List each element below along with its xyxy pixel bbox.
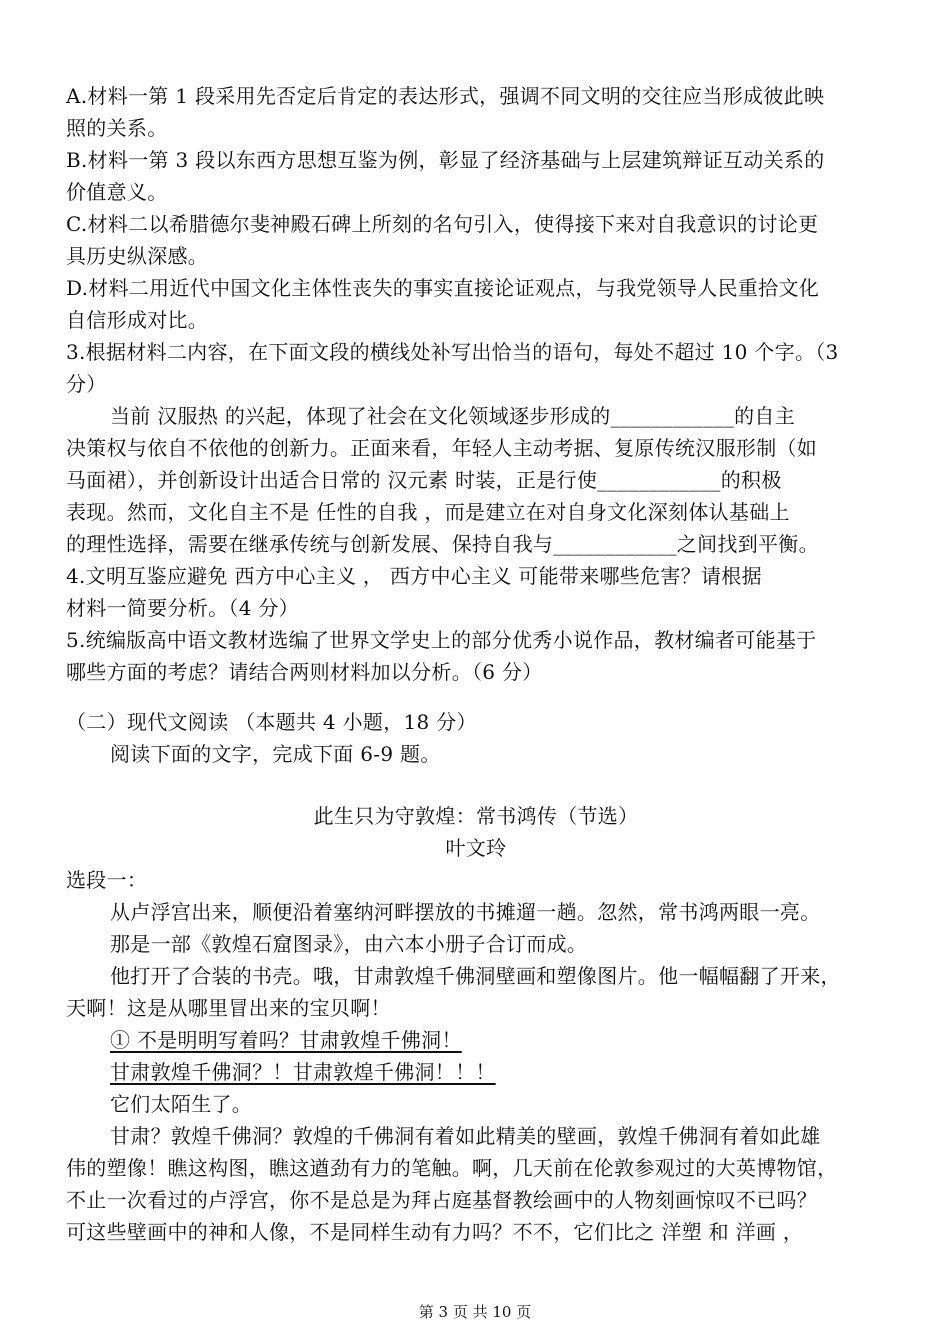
article-paragraph-1: 从卢浮宫出来，顺便沿着塞纳河畔摆放的书摊遛一趟。忽然，常书鸿两眼一亮。: [110, 900, 821, 924]
underlined-text-1: ① 不是明明写着吗？甘肃敦煌千佛洞！: [110, 1028, 462, 1052]
section-2-heading: （二）现代文阅读 （本题共 4 小题，18 分）: [66, 710, 477, 734]
question-3-line-1: 3.根据材料二内容，在下面文段的横线处补写出恰当的语句，每处不超过 10 个字。（3: [66, 340, 839, 364]
article-paragraph-5-line-3: 不止一次看过的卢浮宫，你不是总是为拜占庭基督教绘画中的人物刻画惊叹不已吗？: [66, 1188, 818, 1212]
option-b-line-2: 价值意义。: [66, 180, 168, 204]
option-c-line-2: 具历史纵深感。: [66, 244, 209, 268]
q3-passage-line-5: 的理性选择，需要在继承传统与创新发展、保持自我与____________之间找到平衡。: [66, 532, 819, 556]
q3-passage-line-4: 表现。然而，文化自主不是 任性的自我 ，而是建立在对自身文化深刻体认基础上: [66, 500, 790, 524]
article-paragraph-5-line-1: 甘肃？敦煌千佛洞？敦煌的千佛洞有着如此精美的壁画，敦煌千佛洞有着如此雄: [110, 1124, 821, 1148]
q3-passage-line-1: 当前 汉服热 的兴起，体现了社会在文化领域逐步形成的____________的自主: [110, 404, 796, 428]
question-5-line-1: 5.统编版高中语文教材选编了世界文学史上的部分优秀小说作品，教材编者可能基于: [66, 628, 817, 652]
page-footer: 第 3 页 共 10 页: [418, 1303, 532, 1321]
article-paragraph-4: 它们太陌生了。: [110, 1092, 253, 1116]
article-paragraph-3-line-1: 他打开了合装的书壳。哦，甘肃敦煌千佛洞壁画和塑像图片。他一幅幅翻了开来，: [110, 964, 841, 988]
question-4-line-2: 材料一简要分析。（4 分）: [66, 596, 299, 620]
excerpt-label: 选段一：: [66, 868, 148, 892]
option-d-line-2: 自信形成对比。: [66, 308, 209, 332]
section-2-instruction: 阅读下面的文字，完成下面 6-9 题。: [110, 742, 441, 766]
article-paragraph-5-line-4: 可这些壁画中的神和人像，不是同样生动有力吗？不不，它们比之 洋塑 和 洋画 ，: [66, 1220, 804, 1244]
option-c-line-1: C.材料二以希腊德尔斐神殿石碑上所刻的名句引入，使得接下来对自我意识的讨论更: [66, 212, 819, 236]
question-3-line-2: 分）: [66, 372, 107, 396]
article-title: 此生只为守敦煌：常书鸿传（节选）: [313, 804, 639, 828]
q3-passage-line-3: 马面裙），并创新设计出适合日常的 汉元素 时装，正是行使____________的积极: [66, 468, 782, 492]
article-paragraph-5-line-2: 伟的塑像！瞧这构图，瞧这遒劲有力的笔触。啊，几天前在伦敦参观过的大英博物馆，: [66, 1156, 838, 1180]
underlined-text-2: 甘肃敦煌千佛洞？！甘肃敦煌千佛洞！！！: [110, 1060, 496, 1084]
underlined-sentence-1: [66, 1024, 886, 1056]
option-a-line-2: 照的关系。: [66, 116, 168, 140]
underlined-sentence-2: [66, 1056, 886, 1088]
question-5-line-2: 哪些方面的考虑？请结合两则材料加以分析。（6 分）: [66, 660, 543, 684]
article-paragraph-2: 那是一部《敦煌石窟图录》，由六本小册子合订而成。: [110, 932, 588, 956]
question-4-line-1: 4.文明互鉴应避免 西方中心主义 ， 西方中心主义 可能带来哪些危害？请根据: [66, 564, 762, 588]
option-d-line-1: D.材料二用近代中国文化主体性丧失的事实直接论证观点，与我党领导人民重拾文化: [66, 276, 820, 300]
q3-passage-line-2: 决策权与依自不依他的创新力。正面来看，年轻人主动考据、复原传统汉服形制（如: [66, 436, 818, 460]
document-page: [66, 80, 886, 1248]
article-paragraph-3-line-2: 天啊！这是从哪里冒出来的宝贝啊！: [66, 996, 391, 1020]
article-author: 叶文玲: [445, 836, 507, 860]
option-a-line-1: A.材料一第 1 段采用先否定后肯定的表达形式，强调不同文明的交往应当形成彼此映: [66, 84, 825, 108]
option-b-line-1: B.材料一第 3 段以东西方思想互鉴为例，彰显了经济基础与上层建筑辩证互动关系的: [66, 148, 825, 172]
